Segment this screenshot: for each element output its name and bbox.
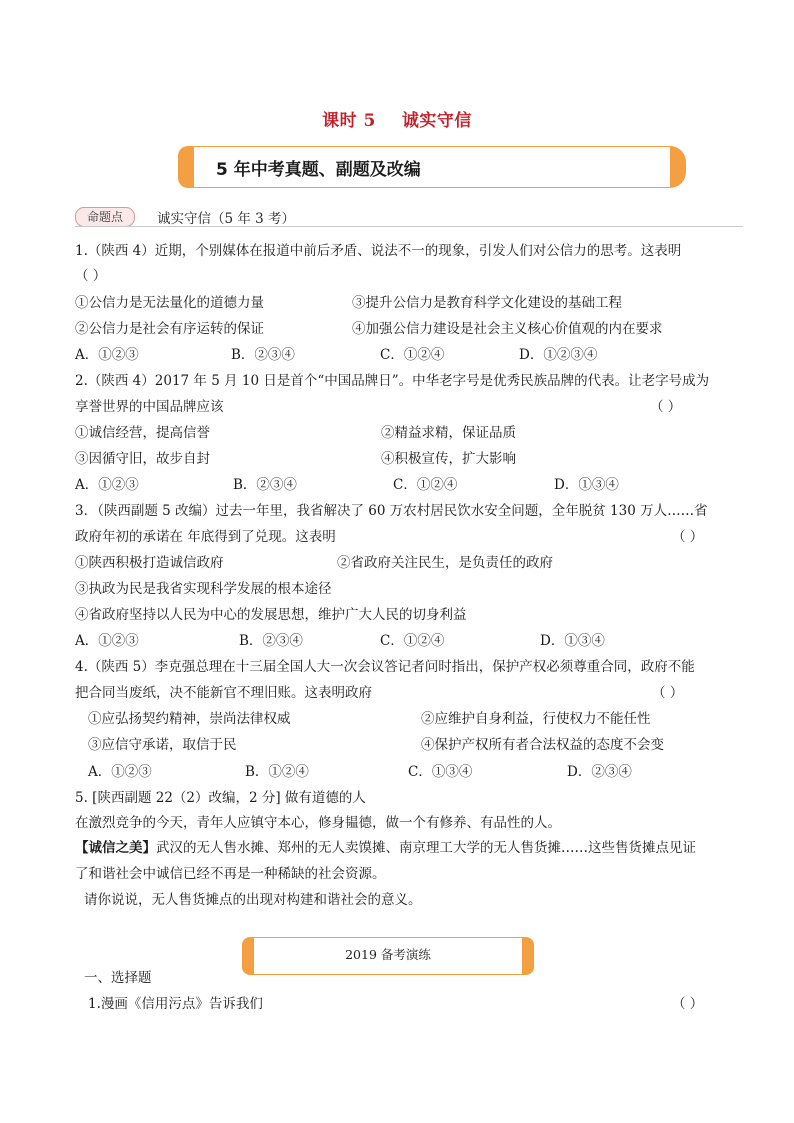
q2-choice-c: C．①②④ [393,477,458,493]
banner-title: 5 年中考真题、副题及改编 [216,160,421,180]
q5-prompt: 请你说说，无人售货摊点的出现对构建和谐社会的意义。 [84,892,422,908]
practice-q1-answer-paren: （ ） [672,996,704,1012]
q2-option-4: ④积极宣传，扩大影响 [381,451,516,467]
q5-material-heading: 【诚信之美】 [75,840,156,856]
q2-choice-a: A．①②③ [75,477,139,493]
q5-stem: 5. [陕西副题 22（2）改编，2 分] 做有道德的人 [75,790,366,806]
q4-choice-c: C．①③④ [408,764,473,780]
q2-option-3: ③因循守旧，故步自封 [75,451,210,467]
q3-answer-paren: （ ） [672,529,704,545]
q3-choice-b: B．②③④ [239,633,303,649]
q2-choice-d: D．①③④ [554,477,619,493]
q5-context: 在激烈竞争的今天，青年人应镇守本心，修身韫德，做一个有修养、有品性的人。 [75,815,561,831]
q1-answer-paren: （ ） [75,268,107,284]
q3-stem: 3．（陕西副题 5 改编）过去一年里，我省解决了 60 万农村居民饮水安全问题，全年脱贫 130 万人……省 [75,503,708,519]
lesson-title [0,106,794,131]
q2-option-2: ②精益求精，保证品质 [381,425,516,441]
q5-material-text: 武汉的无人售水摊、郑州的无人卖馍摊、南京理工大学的无人售货摊……这些售货摊点见证 [156,840,696,856]
q3-choice-c: C．①②④ [380,633,445,649]
section-heading-choice: 一、选择题 [84,970,152,986]
q3-choice-d: D．①③④ [540,633,605,649]
q1-choice-b: B．②③④ [231,347,295,363]
q1-option-1: ①公信力是无法量化的道德力量 [75,295,264,311]
q3-choice-a: A．①②③ [75,633,139,649]
q1-option-2: ②公信力是社会有序运转的保证 [75,321,264,337]
banner-left-cap [178,146,194,188]
q4-choice-b: B．①②④ [245,764,309,780]
q4-choice-a: A．①②③ [88,764,152,780]
q1-choice-a: A．①②③ [75,347,139,363]
banner-right-cap [670,146,686,188]
q1-option-4: ④加强公信力建设是社会主义核心价值观的内在要求 [352,321,663,337]
q3-option-4: ④省政府坚持以人民为中心的发展思想，维护广大人民的切身利益 [75,607,467,623]
q4-stem: 4.（陕西 5）李克强总理在十三届全国人大一次会议答记者问时指出，保护产权必须尊重合同，政府不能 [75,659,695,675]
q2-stem: 2.（陕西 4）2017 年 5 月 10 日是首个“中国品牌日”。中华老字号是优秀民族品牌的代表。让老字号成为 [75,373,710,389]
lesson-topic: 诚实守信 [401,111,472,131]
practice-banner-left-cap [242,937,254,975]
banner-body [194,146,670,188]
q5-material [75,836,696,856]
practice-banner-right-cap [522,937,534,975]
q1-stem: 1.（陕西 4）近期，个别媒体在报道中前后矛盾、说法不一的现象，引发人们对公信力的思考。这表明 [75,243,682,259]
q2-answer-paren: （ ） [650,399,682,415]
q1-choice-c: C．①②④ [380,347,445,363]
q4-option-3: ③应信守承诺，取信于民 [88,737,237,753]
lesson-number: 课时 5 [322,111,376,131]
section-banner [178,146,686,188]
q5-material-line2: 了和谐社会中诚信已经不再是一种稀缺的社会资源。 [75,866,386,882]
q4-answer-paren: （ ） [652,685,684,701]
topic-tag: 命题点 [75,207,135,227]
q3-option-1: ①陕西积极打造诚信政府 [75,555,224,571]
practice-banner-title: 2019 备考演练 [345,947,431,962]
practice-banner [242,937,534,975]
q2-stem-line2: 享誉世界的中国品牌应该 [75,399,224,415]
q2-option-1: ①诚信经营，提高信誉 [75,425,210,441]
practice-banner-body [254,937,522,975]
q2-choice-b: B．②③④ [233,477,297,493]
q3-stem-line2: 政府年初的承诺在 年底得到了兑现。这表明 [75,529,336,545]
practice-q1-stem: 1.漫画《信用污点》告诉我们 [88,996,263,1012]
q4-choice-d: D．②③④ [567,764,632,780]
q4-option-2: ②应维护自身利益，行使权力不能任性 [421,711,651,727]
q4-option-1: ①应弘扬契约精神，崇尚法律权威 [88,711,291,727]
q1-option-3: ③提升公信力是教育科学文化建设的基础工程 [352,295,622,311]
q1-choice-d: D．①②③④ [519,347,598,363]
q3-option-3: ③执政为民是我省实现科学发展的根本途径 [75,581,332,597]
topic-tag-text: 诚实守信（5 年 3 考） [157,211,296,227]
q4-option-4: ④保护产权所有者合法权益的态度不会变 [421,737,664,753]
q3-option-2: ②省政府关注民生，是负责任的政府 [337,555,553,571]
q4-stem-line2: 把合同当废纸，决不能新官不理旧账。这表明政府 [75,685,372,701]
